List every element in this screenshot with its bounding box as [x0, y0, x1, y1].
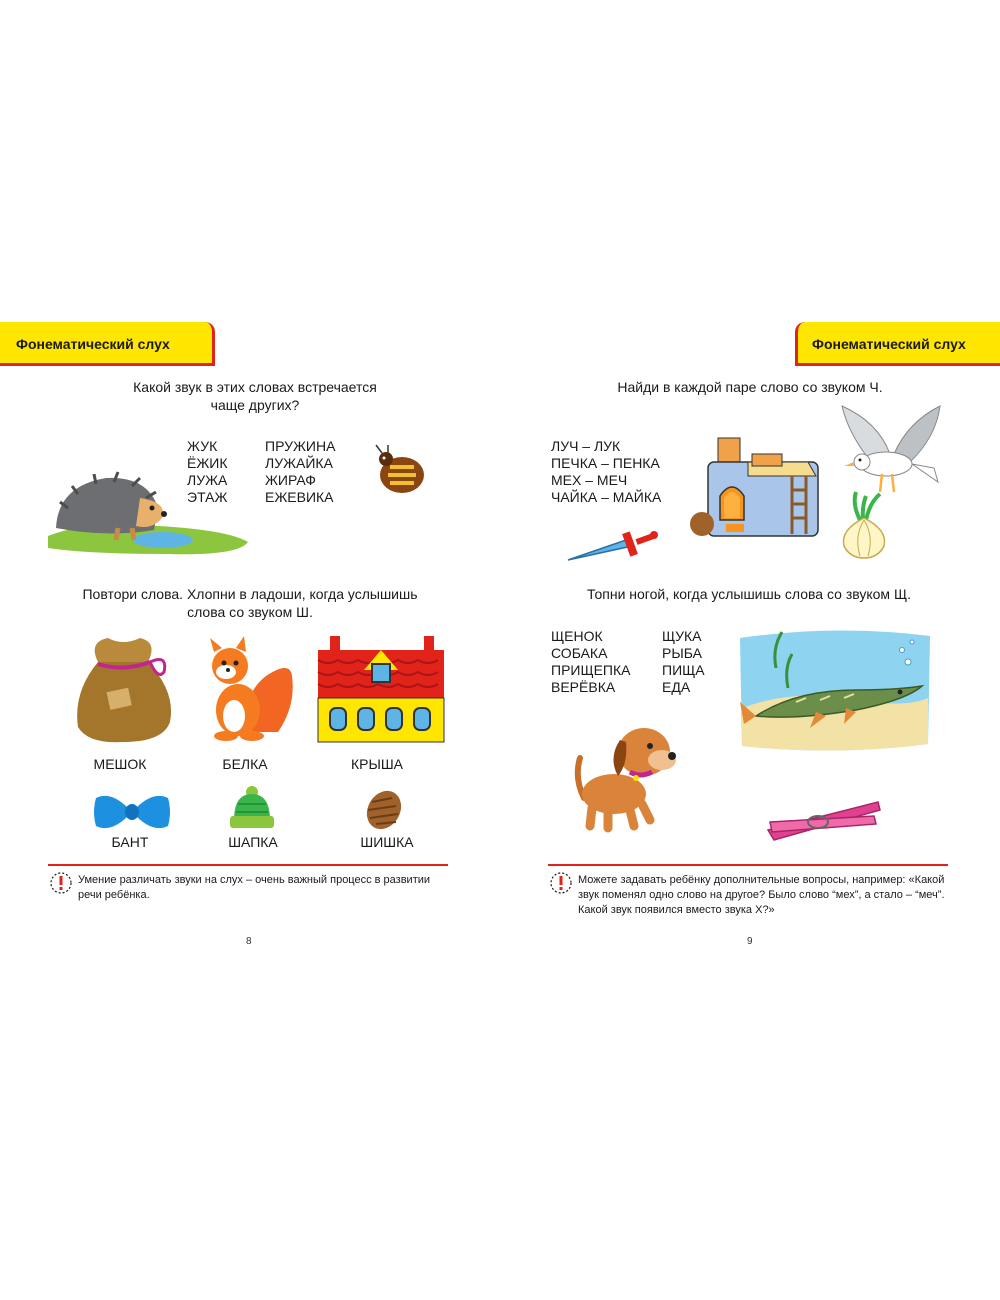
sack-icon: [68, 632, 178, 744]
page-number-right: 9: [747, 936, 753, 947]
onion-icon: [838, 490, 890, 560]
stove-icon: [688, 436, 828, 538]
right-word: РЫБА: [662, 645, 702, 661]
right-header-title: Фонематический слух: [812, 336, 966, 352]
left-header-tab: [0, 322, 215, 366]
pike-fish-icon: [736, 628, 934, 754]
right-note-divider: [548, 864, 948, 866]
hedgehog-icon: [48, 468, 248, 558]
left-note: Умение различать звуки на слух – очень важный процесс в развитии речи ребёнка.: [78, 874, 431, 901]
left-word: ЖУК: [187, 438, 218, 454]
left-word: ЛУЖА: [187, 472, 228, 488]
left-word: ЕЖЕВИКА: [265, 489, 334, 505]
right-word: ЩЕНОК: [551, 628, 603, 644]
left-task2-instruction: Повтори слова. Хлопни в ладоши, когда услышишь слова со звуком Ш.: [82, 586, 418, 620]
right-word: ЕДА: [662, 679, 691, 695]
right-note: Можете задавать ребёнку дополнительные вопросы, например: «Какой звук поменял одно слово на другое? Было слово “мех”, а стало – “меч”. Какой звук появился вместо звука Х?»: [578, 874, 945, 916]
sword-icon: [566, 528, 660, 562]
squirrel-icon: [200, 636, 296, 742]
right-word: ЩУКА: [662, 628, 702, 644]
left-word: ПРУЖИНА: [265, 438, 336, 454]
attention-icon: [550, 872, 572, 894]
house-roof-icon: [314, 630, 448, 744]
right-word: ВЕРЁВКА: [551, 679, 616, 695]
caption-sack: МЕШОК: [93, 756, 147, 772]
right-header-tab: [795, 322, 1000, 366]
left-header-title: Фонематический слух: [16, 336, 170, 352]
puppy-icon: [574, 718, 684, 830]
hat-icon: [228, 786, 276, 830]
left-word: ЖИРАФ: [265, 472, 316, 488]
left-word: ЛУЖАЙКА: [265, 455, 333, 471]
pair: ЧАЙКА – МАЙКА: [551, 489, 662, 505]
left-note-divider: [48, 864, 448, 866]
left-task1-instruction: Какой звук в этих словах встречается чаще других?: [133, 379, 377, 413]
left-word: ЭТАЖ: [187, 489, 228, 505]
right-task2-instruction: Топни ногой, когда услышишь слова со звуком Щ.: [587, 586, 911, 602]
right-word: ПИЩА: [662, 662, 705, 678]
seagull-icon: [838, 402, 948, 498]
caption-bow: БАНТ: [111, 834, 149, 850]
pair: ЛУЧ – ЛУК: [551, 438, 621, 454]
bow-icon: [92, 790, 172, 834]
attention-icon: [50, 872, 72, 894]
beetle-icon: [372, 445, 432, 497]
right-word: СОБАКА: [551, 645, 608, 661]
caption-squirrel: БЕЛКА: [222, 756, 268, 772]
pair: МЕХ – МЕЧ: [551, 472, 628, 488]
pinecone-icon: [362, 788, 406, 832]
left-word: ЁЖИК: [187, 455, 228, 471]
clothespin-icon: [764, 800, 884, 844]
page-number-left: 8: [246, 936, 252, 947]
caption-roof: КРЫША: [350, 756, 404, 772]
pair: ПЕЧКА – ПЕНКА: [551, 455, 660, 471]
right-task1-instruction: Найди в каждой паре слово со звуком Ч.: [617, 379, 883, 395]
caption-hat: ШАПКА: [228, 834, 278, 850]
caption-pinecone: ШИШКА: [360, 834, 414, 850]
right-word: ПРИЩЕПКА: [551, 662, 631, 678]
